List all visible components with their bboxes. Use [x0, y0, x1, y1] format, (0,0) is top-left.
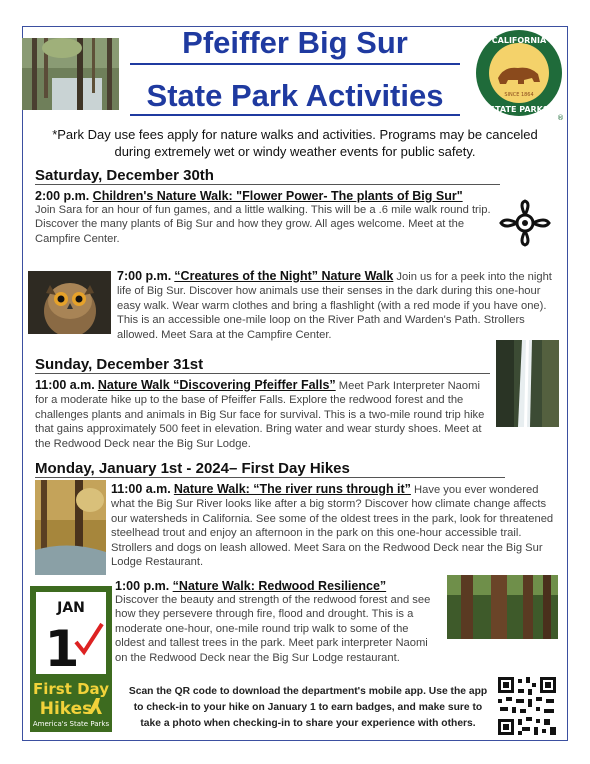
- fdh-line1: First Day: [33, 680, 109, 698]
- owl-photo: [28, 271, 111, 334]
- fdh-tagline: America's State Parks: [32, 720, 110, 728]
- river-photo: [35, 480, 106, 575]
- event-header: [35, 189, 503, 203]
- event-title: Nature Walk “Discovering Pfeiffer Falls”: [97, 378, 336, 392]
- day-divider: [35, 373, 490, 374]
- event-time: 11:00 a.m.: [111, 482, 171, 496]
- day-divider: [35, 184, 500, 185]
- event-pfeiffer-falls: [35, 378, 493, 451]
- logo-top-text: CALIFORNIA: [491, 36, 547, 45]
- fdh-day: 1: [44, 620, 80, 678]
- event-time: 2:00 p.m.: [35, 189, 90, 203]
- flower-icon: [495, 197, 555, 249]
- event-title: Nature Walk: “The river runs through it”: [173, 482, 411, 496]
- event-title: “Creatures of the Night” Nature Walk: [174, 269, 394, 283]
- event-creatures-of-the-night: [117, 269, 557, 342]
- event-time: 7:00 p.m.: [117, 269, 172, 283]
- fdh-month: JAN: [57, 600, 85, 616]
- event-description: Join us for a peek into the night life of Big Sur. Discover how animals use their senses in the dark during this one-hour easy walk. Wear warm clothes and bring a flashlight (with a red mode if you have one). This is an accessible one-mile loop on the River Path and Warden's Path. Strollers allowed. Meet Sara at the Campfire Center.: [117, 271, 552, 341]
- logo-registered: ®: [557, 114, 564, 122]
- waterfall-photo: [496, 340, 559, 427]
- california-state-parks-logo: [474, 28, 568, 122]
- event-time: 1:00 p.m.: [115, 579, 170, 593]
- qr-code[interactable]: [496, 675, 558, 737]
- redwood-forest-photo: [447, 575, 558, 639]
- fee-notice: *Park Day use fees apply for nature walks and activities. Programs may be canceled during extremely wet or windy weather events for public safety.: [52, 127, 538, 159]
- page-title-line-1: Pfeiffer Big Sur: [182, 25, 408, 60]
- day-heading-monday: Monday, January 1st - 2024– First Day Hikes: [35, 460, 350, 477]
- page-title-line-2: State Park Activities: [146, 78, 444, 113]
- event-river-runs-through-it: [111, 482, 557, 569]
- title-underline: [130, 63, 460, 65]
- logo-bottom-text: STATE PARKS: [489, 105, 549, 114]
- event-title: “Nature Walk: Redwood Resilience”: [172, 579, 387, 593]
- event-header: [115, 579, 440, 593]
- day-heading-sunday: Sunday, December 31st: [35, 356, 204, 373]
- forest-stream-photo: [22, 38, 119, 110]
- title-underline: [130, 114, 460, 116]
- event-time: 11:00 a.m.: [35, 378, 95, 392]
- day-divider: [35, 477, 505, 478]
- event-description: Meet Park Interpreter Naomi for a moderate hike up to the base of Pfeiffer Falls. Explore the redwood forest and the challenges plants and animals in Big Sur face for survival. This is a two-mile round trip hike that gains approximately 500 feet in elevation. Bring water and wear sturdy shoes. Meet at the Redwood Deck near the Big Sur Lodge.: [35, 380, 485, 450]
- first-day-hikes-logo: [30, 586, 112, 732]
- qr-instructions: Scan the QR code to download the department's mobile app. Use the app to check-in to your hike on January 1 to earn badges, and make sure to take a photo when checking-in to share your experience with others.: [128, 686, 488, 729]
- day-heading-saturday: Saturday, December 30th: [35, 167, 214, 184]
- event-flower-power: [35, 189, 503, 246]
- event-title: Children's Nature Walk: "Flower Power- The plants of Big Sur": [92, 189, 463, 203]
- logo-since: SINCE 1864: [504, 92, 534, 98]
- event-description: Have you ever wondered what the Big Sur River looks like after a big storm? Discover how climate change affects our watersheds in California. See some of the oldest trees in the park, look for threatened steelhead trout and enjoy an afternoon in the park on this one-hour accessible trail. Strollers and dogs on leash allowed. Meet Sara on the Redwood Deck near the Big Sur Lodge Restaurant.: [111, 484, 554, 569]
- event-redwood-resilience: [115, 579, 440, 665]
- event-description: Join Sara for an hour of fun games, and a little walking. This will be a .6 mile walk round trip. Discover the many plants of Big Sur and how they grow. All ages welcome. Meet at the Campfire Center.: [35, 204, 491, 245]
- fdh-line2: Hikes: [39, 699, 93, 719]
- event-description: Discover the beauty and strength of the redwood forest and see how they persevere through fire, flood and drought. This is a moderate one-hour, one-mile round trip walk to some of the oldest and tallest trees in the park. Meet park interpreter Naomi on the Redwood Deck near the Big Sur Lodge restaurant.: [115, 594, 431, 664]
